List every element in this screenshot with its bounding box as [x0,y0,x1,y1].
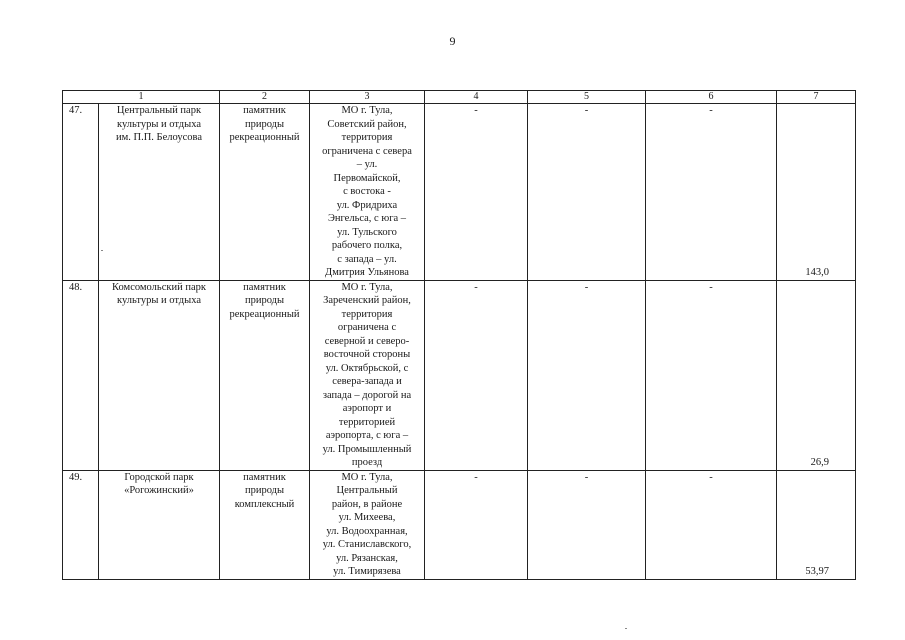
column-4-value: - [425,280,528,470]
object-name: Комсомольский парк культуры и отдыха [99,280,220,470]
object-name: Центральный парк культуры и отдыха им. П.П. Белоусова [99,104,220,281]
table-header-row [63,91,856,104]
header-cell-5: 5 [528,91,646,104]
object-type: памятник природы рекреационный [220,280,310,470]
column-6-value: - [646,280,777,470]
header-cell-4: 4 [425,91,528,104]
scan-speck [101,250,103,251]
object-type: памятник природы рекреационный [220,104,310,281]
protected-areas-table [62,90,856,580]
header-cell-7: 7 [777,91,856,104]
page-number: 9 [449,34,456,48]
area-value: 53,97 [777,470,856,579]
object-location: МО г. Тула, Центральный район, в районе ул. Михеева, ул. Водоохранная, ул. Станиславского, ул. Рязанская, ул. Тимирязева [310,470,425,579]
area-value: 26,9 [777,280,856,470]
object-name: Городской парк «Рогожинский» [99,470,220,579]
row-number: 48. [63,280,99,470]
column-5-value: - [528,104,646,281]
header-cell-2: 2 [220,91,310,104]
column-5-value: - [528,470,646,579]
column-6-value: - [646,104,777,281]
scan-speck [625,628,627,629]
table-row [63,280,856,470]
table-row [63,104,856,281]
column-6-value: - [646,470,777,579]
row-number: 47. [63,104,99,281]
column-5-value: - [528,280,646,470]
column-4-value: - [425,470,528,579]
header-cell-3: 3 [310,91,425,104]
row-number: 49. [63,470,99,579]
header-cell-1: 1 [63,91,220,104]
table-row [63,470,856,579]
object-type: памятник природы комплексный [220,470,310,579]
area-value: 143,0 [777,104,856,281]
object-location: МО г. Тула, Зареченский район, территория ограничена с северной и северо- восточной стороны ул. Октябрьской, с севера-запада и запада – дорогой на аэропорт и территорией аэропорта, с юга – ул. Промышленный проезд [310,280,425,470]
header-cell-6: 6 [646,91,777,104]
object-location: МО г. Тула, Советский район, территория ограничена с севера – ул. Первомайской, с востока - ул. Фридриха Энгельса, с юга – ул. Тульского рабочего полка, с запада – ул. Дмитрия Ульянова [310,104,425,281]
column-4-value: - [425,104,528,281]
